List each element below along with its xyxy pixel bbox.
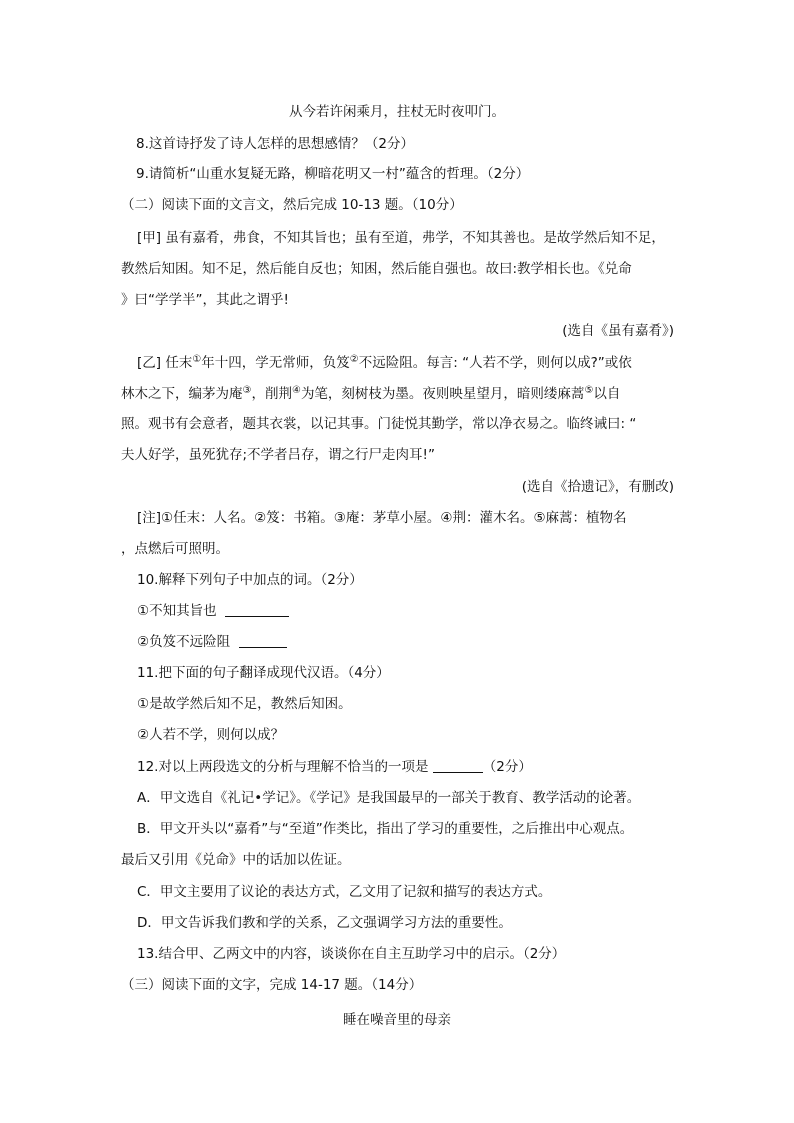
option-d: D．甲文告诉我们教和学的关系，乙文强调学习方法的重要性。: [137, 915, 512, 931]
passage-jia-source: (选自《虽有嘉肴》): [562, 323, 674, 339]
footnote-marker-4: ④: [291, 385, 301, 396]
option-b-line-1: B．甲文开头以“嘉肴”与“至道”作类比，指出了学习的重要性，之后推出中心观点。: [137, 821, 634, 837]
poem-last-line: 从今若许闲乘月，拄杖无时夜叩门。: [289, 104, 505, 120]
question-11-item-1: ①是故学然后知不足，教然后知困。: [137, 696, 352, 712]
annotation-line-2: ，点燃后可照明。: [121, 541, 229, 557]
question-10-item-2: ②负笈不远险阻: [137, 632, 287, 652]
question-8: 8.这首诗抒发了诗人怎样的思想感情？（2分）: [136, 136, 414, 152]
annotation-line-1: [注]①任末：人名。②笈：书箱。③庵：茅草小屋。④荆：灌木名。⑤麻蒿：植物名: [137, 510, 627, 526]
passage-jia-line-3: 》曰“学学半”，其此之谓乎!: [121, 292, 289, 308]
answer-blank-12[interactable]: [433, 758, 483, 773]
passage-yi-line-4: 夫人好学，虽死犹存;不学者吕存，谓之行尸走肉耳!”: [121, 447, 435, 463]
passage-yi-line-1: [乙] 任末①年十四，学无常师，负笈②不远险阻。每言: “人若不学，则何以成?”或依: [137, 354, 632, 371]
question-9: 9.请简析“山重水复疑无路，柳暗花明又一村”蕴含的哲理。（2分）: [136, 166, 530, 182]
footnote-marker-3: ③: [242, 385, 252, 396]
footnote-marker-1: ①: [192, 354, 202, 365]
essay-title: 睡在噪音里的母亲: [343, 1012, 451, 1028]
question-11: 11.把下面的句子翻译成现代汉语。（4分）: [137, 665, 390, 681]
passage-yi-line-2: 林木之下，编茅为庵③，削荆④为笔，刻树枝为墨。夜则映星望月，暗则缕麻蒿⑤以自: [121, 385, 621, 402]
section-2-header: （二）阅读下面的文言文，然后完成 10-13 题。（10分）: [121, 197, 463, 213]
passage-jia-line-1: [甲] 虽有嘉肴，弗食，不知其旨也；虽有至道，弗学，不知其善也。是故学然后知不足，: [137, 230, 665, 246]
option-c: C．甲文主要用了议论的表达方式，乙文用了记叙和描写的表达方式。: [137, 884, 552, 900]
passage-yi-line-3: 照。观书有会意者，题其衣裳，以记其事。门徒悦其勤学，常以净衣易之。临终诫曰: “: [121, 416, 637, 432]
question-10-item-1: ①不知其旨也: [137, 601, 289, 621]
passage-yi-source: (选自《拾遗记》，有删改): [521, 479, 674, 495]
answer-blank-10-2[interactable]: [239, 633, 287, 648]
passage-jia-line-2: 教然后知困。知不足，然后能自反也；知困，然后能自强也。故曰:教学相长也。《兑命: [121, 261, 632, 277]
question-11-item-2: ②人若不学，则何以成？: [137, 727, 285, 743]
option-b-line-2: 最后又引用《兑命》中的话加以佐证。: [121, 852, 351, 868]
section-3-header: （三）阅读下面的文字，完成 14-17 题。（14分）: [121, 977, 423, 993]
question-10: 10.解释下列句子中加点的词。（2分）: [137, 572, 363, 588]
question-12: 12.对以上两段选文的分析与理解不恰当的一项是 （2分）: [137, 759, 532, 775]
footnote-marker-5: ⑤: [584, 385, 594, 396]
footnote-marker-2: ②: [349, 354, 359, 365]
question-13: 13.结合甲、乙两文中的内容，谈谈你在自主互助学习中的启示。（2分）: [137, 946, 566, 962]
option-a: A．甲文选自《礼记•学记》。《学记》是我国最早的一部关于教育、教学活动的论著。: [137, 790, 641, 806]
answer-blank-10-1[interactable]: [225, 602, 289, 617]
